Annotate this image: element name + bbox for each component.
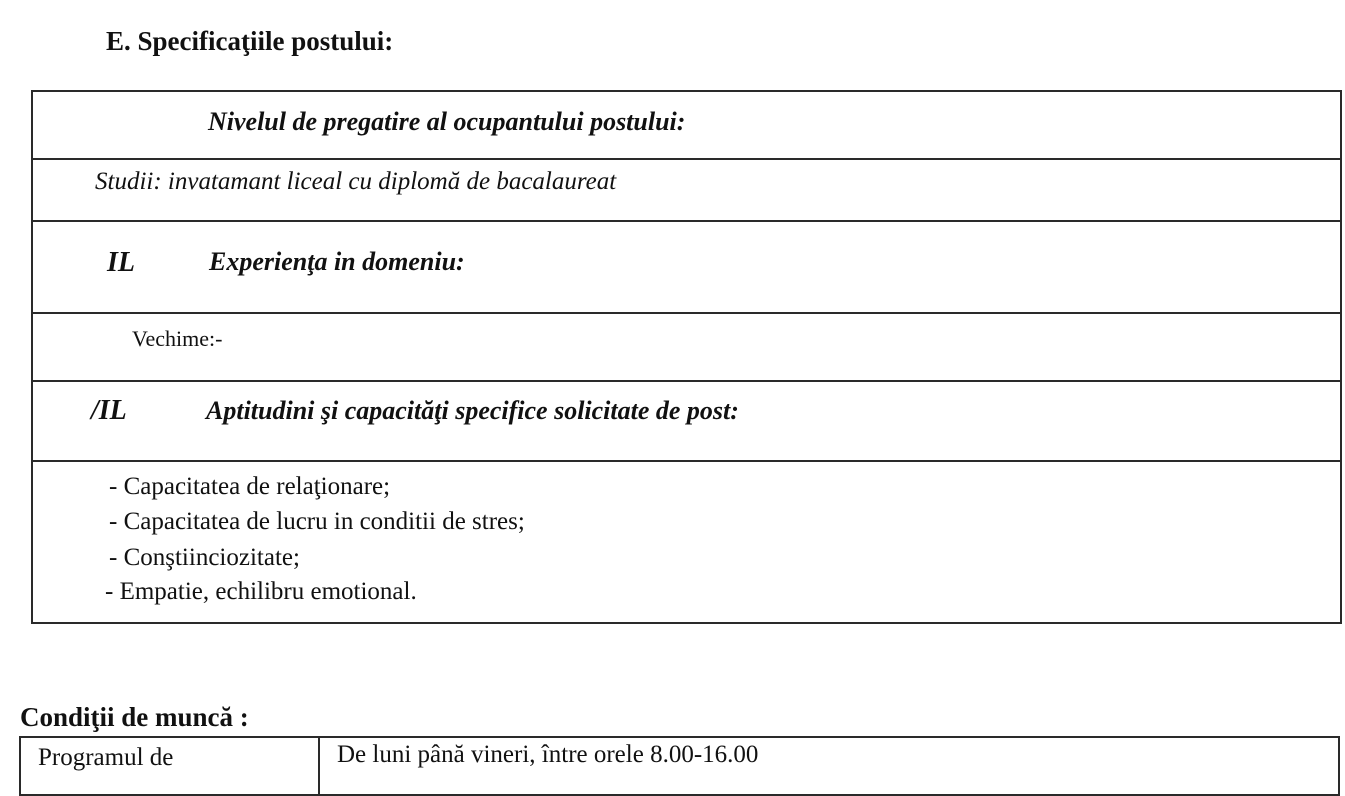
aptitudes-heading: Aptitudini şi capacităţi specifice solicitate de post:: [206, 396, 739, 425]
experience-heading: Experienţa in domeniu:: [209, 247, 465, 276]
studies-text: Studii: invatamant liceal cu diplomă de bacalaureat: [95, 168, 617, 195]
seniority-text: Vechime:-: [132, 326, 223, 351]
list-item: - Empatie, echilibru emotional.: [105, 578, 417, 605]
table-row-aptitudes-heading: [33, 382, 1340, 462]
table-row-level-heading: [33, 92, 1340, 160]
list-item: - Capacitatea de relaţionare;: [109, 473, 391, 500]
list-item: - Capacitatea de lucru in conditii de stres;: [109, 508, 525, 535]
conditions-title: Condiţii de muncă :: [20, 702, 249, 732]
program-value: De luni până vineri, între orele 8.00-16.00: [337, 741, 759, 768]
table-row-experience-heading: [33, 222, 1340, 314]
section-title: E. Specificaţiile postului:: [106, 26, 394, 56]
level-heading: Nivelul de pregatire al ocupantului postului:: [208, 107, 686, 136]
aptitudes-number: /IL: [91, 395, 127, 426]
table-row-aptitudes-list: [33, 462, 1340, 624]
job-specification-table: [31, 90, 1342, 624]
column-divider: [318, 738, 320, 794]
table-row-seniority: [33, 314, 1340, 382]
conditions-table: [19, 736, 1340, 796]
program-label: Programul de: [38, 744, 174, 771]
table-row-studies: [33, 160, 1340, 222]
list-item: - Conştiinciozitate;: [109, 544, 300, 571]
experience-number: IL: [107, 247, 135, 278]
